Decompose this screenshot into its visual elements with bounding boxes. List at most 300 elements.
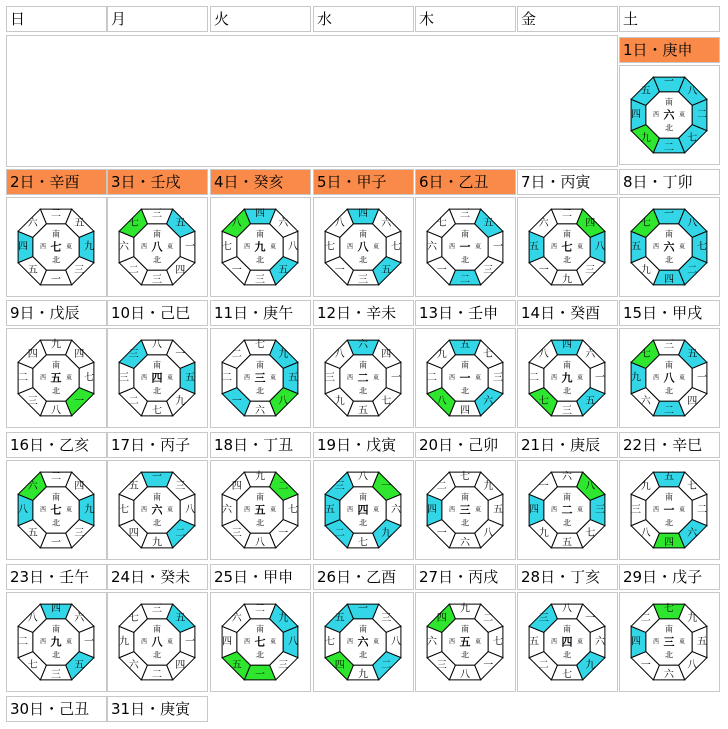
bagua-number: 六 <box>255 405 265 417</box>
direction-north: 北 <box>153 255 161 265</box>
bagua-number: 九 <box>278 349 289 361</box>
bagua-center-number: 八 <box>151 635 163 649</box>
bagua-number: 八 <box>18 504 28 516</box>
bagua-number: 五 <box>74 218 85 230</box>
bagua-number: 四 <box>460 405 470 417</box>
bagua-number: 四 <box>231 481 242 493</box>
bagua-chart <box>13 599 99 685</box>
bagua-number: 三 <box>381 613 392 625</box>
direction-west: 西 <box>448 243 456 251</box>
direction-west: 西 <box>140 506 148 514</box>
bagua-cell <box>313 592 414 692</box>
bagua-number: 八 <box>687 659 698 671</box>
bagua-number: 六 <box>427 636 437 648</box>
day-label: 14日・癸酉 <box>517 300 618 326</box>
bagua-number: 二 <box>175 527 186 539</box>
day-label: 23日・壬午 <box>6 564 107 590</box>
bagua-chart <box>626 72 712 158</box>
bagua-number: 五 <box>529 636 539 648</box>
bagua-cell <box>107 460 208 560</box>
bagua-number: 三 <box>562 405 572 417</box>
bagua-chart <box>626 599 712 685</box>
bagua-number: 六 <box>538 218 549 230</box>
bagua-number: 七 <box>119 504 129 516</box>
bagua-number: 七 <box>697 241 707 253</box>
direction-south: 南 <box>52 229 60 239</box>
bagua-number: 三 <box>325 372 335 384</box>
direction-north: 北 <box>461 255 469 265</box>
bagua-number: 二 <box>128 264 139 276</box>
direction-east: 東 <box>65 243 73 251</box>
bagua-number: 七 <box>288 504 298 516</box>
bagua-number: 九 <box>278 613 289 625</box>
bagua-chart <box>422 467 508 553</box>
bagua-number: 九 <box>84 504 94 516</box>
bagua-center-number: 一 <box>459 371 471 385</box>
bagua-number: 五 <box>231 659 242 671</box>
bagua-number: 七 <box>128 613 139 625</box>
bagua-number: 四 <box>664 274 674 286</box>
bagua-number: 三 <box>436 659 447 671</box>
bagua-chart <box>626 204 712 290</box>
bagua-number: 一 <box>436 264 447 276</box>
day-label: 28日・丁亥 <box>517 564 618 590</box>
bagua-number: 七 <box>27 659 38 671</box>
bagua-number: 八 <box>358 471 368 483</box>
day-label: 3日・壬戌 <box>107 169 208 195</box>
bagua-number: 八 <box>334 349 345 361</box>
direction-east: 東 <box>166 374 174 382</box>
bagua-number: 七 <box>538 395 549 407</box>
bagua-number: 五 <box>175 218 186 230</box>
bagua-number: 三 <box>74 264 85 276</box>
bagua-number: 四 <box>51 603 61 615</box>
bagua-number: 五 <box>664 471 674 483</box>
direction-east: 東 <box>65 374 73 382</box>
day-label: 13日・壬申 <box>415 300 516 326</box>
bagua-cell <box>313 460 414 560</box>
bagua-number: 四 <box>27 349 38 361</box>
direction-south: 南 <box>563 492 571 502</box>
bagua-center-number: 四 <box>151 371 163 385</box>
direction-north: 北 <box>256 650 264 660</box>
direction-east: 東 <box>474 506 482 514</box>
direction-north: 北 <box>359 518 367 528</box>
bagua-number: 五 <box>358 405 368 417</box>
bagua-number: 一 <box>51 274 61 286</box>
bagua-number: 九 <box>175 395 186 407</box>
direction-south: 南 <box>256 360 264 370</box>
bagua-chart <box>524 599 610 685</box>
bagua-center-number: 七 <box>561 240 573 254</box>
bagua-number: 二 <box>483 613 494 625</box>
day-label: 21日・庚辰 <box>517 432 618 458</box>
bagua-number: 四 <box>128 527 139 539</box>
bagua-cell <box>6 592 107 692</box>
bagua-number: 七 <box>255 339 265 351</box>
direction-east: 東 <box>576 506 584 514</box>
bagua-number: 九 <box>255 471 265 483</box>
bagua-chart <box>320 204 406 290</box>
bagua-number: 三 <box>128 349 139 361</box>
bagua-cell <box>415 197 516 297</box>
direction-east: 東 <box>372 638 380 646</box>
direction-south: 南 <box>52 624 60 634</box>
direction-north: 北 <box>665 123 673 133</box>
bagua-number: 五 <box>631 241 641 253</box>
bagua-chart <box>114 335 200 421</box>
direction-north: 北 <box>461 518 469 528</box>
bagua-number: 六 <box>664 669 674 681</box>
direction-west: 西 <box>550 374 558 382</box>
direction-north: 北 <box>665 518 673 528</box>
day-label: 22日・辛巳 <box>619 432 720 458</box>
bagua-number: 九 <box>640 264 651 276</box>
direction-east: 東 <box>576 374 584 382</box>
direction-east: 東 <box>269 506 277 514</box>
bagua-number: 七 <box>84 372 94 384</box>
bagua-number: 一 <box>585 613 596 625</box>
direction-south: 南 <box>52 360 60 370</box>
direction-west: 西 <box>652 506 660 514</box>
direction-north: 北 <box>52 650 60 660</box>
direction-east: 東 <box>166 638 174 646</box>
bagua-number: 七 <box>325 636 335 648</box>
direction-south: 南 <box>461 360 469 370</box>
day-label: 20日・己卯 <box>415 432 516 458</box>
bagua-number: 七 <box>391 241 401 253</box>
bagua-number: 九 <box>51 339 61 351</box>
direction-north: 北 <box>563 386 571 396</box>
day-label: 30日・己丑 <box>6 696 107 722</box>
bagua-number: 四 <box>175 659 186 671</box>
bagua-number: 二 <box>51 208 61 220</box>
direction-east: 東 <box>269 374 277 382</box>
bagua-chart <box>217 599 303 685</box>
bagua-chart <box>626 467 712 553</box>
direction-north: 北 <box>256 255 264 265</box>
bagua-number: 六 <box>358 339 368 351</box>
direction-south: 南 <box>461 492 469 502</box>
direction-west: 西 <box>448 506 456 514</box>
bagua-number: 二 <box>278 481 289 493</box>
bagua-center-number: 六 <box>663 108 675 122</box>
bagua-number: 七 <box>436 218 447 230</box>
direction-north: 北 <box>359 650 367 660</box>
bagua-number: 二 <box>18 636 28 648</box>
bagua-chart <box>524 467 610 553</box>
bagua-center-number: 二 <box>357 371 369 385</box>
bagua-number: 七 <box>222 241 232 253</box>
bagua-number: 二 <box>334 527 345 539</box>
direction-west: 西 <box>140 638 148 646</box>
direction-south: 南 <box>665 229 673 239</box>
bagua-number: 六 <box>460 537 470 549</box>
bagua-center-number: 三 <box>663 635 675 649</box>
bagua-number: 七 <box>460 471 470 483</box>
bagua-cell <box>107 197 208 297</box>
weekday-header-6: 土 <box>619 6 720 32</box>
bagua-number: 二 <box>18 372 28 384</box>
bagua-number: 一 <box>493 241 503 253</box>
bagua-center-number: 五 <box>50 371 62 385</box>
bagua-number: 五 <box>278 264 289 276</box>
bagua-number: 八 <box>640 527 651 539</box>
direction-east: 東 <box>474 374 482 382</box>
bagua-center-number: 六 <box>663 240 675 254</box>
bagua-number: 二 <box>152 669 162 681</box>
bagua-number: 二 <box>381 659 392 671</box>
bagua-number: 一 <box>185 636 195 648</box>
bagua-number: 三 <box>595 504 605 516</box>
bagua-number: 一 <box>74 395 85 407</box>
bagua-number: 八 <box>595 241 605 253</box>
direction-north: 北 <box>153 518 161 528</box>
bagua-number: 八 <box>391 636 401 648</box>
bagua-cell <box>619 328 720 428</box>
day-label: 24日・癸未 <box>107 564 208 590</box>
bagua-number: 六 <box>427 241 437 253</box>
bagua-number: 九 <box>585 659 596 671</box>
bagua-number: 四 <box>334 659 345 671</box>
bagua-chart <box>320 467 406 553</box>
bagua-number: 七 <box>687 132 698 144</box>
bagua-number: 一 <box>595 372 605 384</box>
direction-south: 南 <box>256 492 264 502</box>
bagua-number: 一 <box>51 537 61 549</box>
direction-west: 西 <box>243 506 251 514</box>
bagua-number: 九 <box>640 132 651 144</box>
bagua-number: 四 <box>436 613 447 625</box>
bagua-number: 二 <box>128 395 139 407</box>
day-label: 31日・庚寅 <box>107 696 208 722</box>
bagua-number: 六 <box>585 349 596 361</box>
bagua-number: 三 <box>51 669 61 681</box>
bagua-number: 七 <box>381 395 392 407</box>
bagua-number: 六 <box>222 504 232 516</box>
direction-east: 東 <box>65 638 73 646</box>
bagua-number: 四 <box>631 636 641 648</box>
bagua-number: 三 <box>334 481 345 493</box>
bagua-number: 四 <box>427 504 437 516</box>
day-label: 2日・辛酉 <box>6 169 107 195</box>
direction-east: 東 <box>678 243 686 251</box>
direction-south: 南 <box>461 624 469 634</box>
direction-north: 北 <box>52 255 60 265</box>
bagua-number: 一 <box>278 527 289 539</box>
bagua-number: 二 <box>222 372 232 384</box>
bagua-chart <box>13 335 99 421</box>
bagua-center-number: 三 <box>459 503 471 517</box>
bagua-number: 一 <box>84 636 94 648</box>
day-label: 11日・庚午 <box>210 300 311 326</box>
bagua-number: 一 <box>152 471 162 483</box>
bagua-number: 六 <box>231 613 242 625</box>
bagua-number: 二 <box>255 603 265 615</box>
direction-north: 北 <box>461 386 469 396</box>
direction-south: 南 <box>153 360 161 370</box>
direction-north: 北 <box>359 386 367 396</box>
direction-east: 東 <box>678 638 686 646</box>
bagua-number: 六 <box>562 471 572 483</box>
bagua-center-number: 七 <box>50 240 62 254</box>
bagua-number: 四 <box>358 208 368 220</box>
bagua-chart <box>320 599 406 685</box>
day-label: 4日・癸亥 <box>210 169 311 195</box>
bagua-number: 八 <box>185 504 195 516</box>
direction-west: 西 <box>346 506 354 514</box>
bagua-center-number: 四 <box>357 503 369 517</box>
bagua-number: 六 <box>278 218 289 230</box>
bagua-number: 五 <box>585 395 596 407</box>
day-label: 16日・乙亥 <box>6 432 107 458</box>
bagua-number: 三 <box>631 504 641 516</box>
bagua-number: 五 <box>185 372 195 384</box>
bagua-number: 一 <box>538 264 549 276</box>
bagua-number: 七 <box>640 218 651 230</box>
bagua-cell <box>517 328 618 428</box>
bagua-number: 六 <box>74 613 85 625</box>
bagua-cell <box>6 197 107 297</box>
direction-west: 西 <box>448 638 456 646</box>
direction-west: 西 <box>652 111 660 119</box>
bagua-cell <box>619 65 720 165</box>
bagua-center-number: 一 <box>459 240 471 254</box>
bagua-number: 四 <box>74 481 85 493</box>
bagua-number: 三 <box>278 659 289 671</box>
direction-east: 東 <box>576 638 584 646</box>
direction-west: 西 <box>140 374 148 382</box>
direction-south: 南 <box>563 624 571 634</box>
direction-east: 東 <box>372 243 380 251</box>
direction-south: 南 <box>563 229 571 239</box>
direction-west: 西 <box>346 638 354 646</box>
bagua-number: 九 <box>687 613 698 625</box>
day-label: 25日・甲申 <box>210 564 311 590</box>
bagua-number: 一 <box>640 659 651 671</box>
bagua-number: 二 <box>562 208 572 220</box>
bagua-number: 二 <box>664 405 674 417</box>
direction-north: 北 <box>52 518 60 528</box>
bagua-center-number: 一 <box>663 503 675 517</box>
bagua-center-number: 九 <box>561 371 573 385</box>
direction-east: 東 <box>166 506 174 514</box>
weekday-header-5: 金 <box>517 6 618 32</box>
bagua-number: 五 <box>288 372 298 384</box>
direction-south: 南 <box>359 360 367 370</box>
bagua-chart <box>114 204 200 290</box>
bagua-cell <box>313 197 414 297</box>
bagua-number: 四 <box>381 349 392 361</box>
bagua-number: 九 <box>640 481 651 493</box>
bagua-number: 一 <box>334 264 345 276</box>
day-label: 8日・丁卯 <box>619 169 720 195</box>
bagua-number: 二 <box>664 142 674 154</box>
bagua-cell <box>6 328 107 428</box>
direction-north: 北 <box>665 255 673 265</box>
bagua-number: 五 <box>562 537 572 549</box>
bagua-number: 五 <box>697 636 707 648</box>
direction-south: 南 <box>563 360 571 370</box>
bagua-number: 七 <box>664 603 674 615</box>
day-label: 29日・戊子 <box>619 564 720 590</box>
bagua-number: 九 <box>358 669 368 681</box>
direction-east: 東 <box>678 374 686 382</box>
bagua-number: 六 <box>128 659 139 671</box>
bagua-center-number: 八 <box>357 240 369 254</box>
bagua-number: 五 <box>128 481 139 493</box>
bagua-number: 三 <box>664 339 674 351</box>
day-label: 7日・丙寅 <box>517 169 618 195</box>
direction-south: 南 <box>256 229 264 239</box>
day-label: 19日・戊寅 <box>313 432 414 458</box>
bagua-number: 二 <box>529 372 539 384</box>
bagua-number: 六 <box>640 395 651 407</box>
bagua-center-number: 四 <box>561 635 573 649</box>
bagua-number: 一 <box>255 669 265 681</box>
bagua-number: 二 <box>460 274 470 286</box>
direction-west: 西 <box>243 638 251 646</box>
bagua-cell <box>415 460 516 560</box>
weekday-header-3: 水 <box>313 6 414 32</box>
bagua-cell <box>210 592 311 692</box>
bagua-number: 七 <box>493 636 503 648</box>
direction-west: 西 <box>39 374 47 382</box>
bagua-number: 七 <box>687 481 698 493</box>
direction-east: 東 <box>372 506 380 514</box>
bagua-number: 一 <box>358 603 368 615</box>
empty-leading-cells <box>6 35 618 167</box>
bagua-number: 六 <box>119 241 129 253</box>
bagua-number: 八 <box>255 537 265 549</box>
bagua-number: 八 <box>585 481 596 493</box>
direction-south: 南 <box>153 624 161 634</box>
bagua-number: 四 <box>255 208 265 220</box>
bagua-number: 七 <box>128 218 139 230</box>
bagua-number: 四 <box>687 395 698 407</box>
bagua-number: 二 <box>640 613 651 625</box>
direction-north: 北 <box>563 518 571 528</box>
bagua-number: 八 <box>288 241 298 253</box>
bagua-center-number: 五 <box>459 635 471 649</box>
bagua-center-number: 九 <box>50 635 62 649</box>
bagua-cell <box>6 460 107 560</box>
bagua-number: 三 <box>152 208 162 220</box>
bagua-number: 三 <box>255 274 265 286</box>
bagua-cell <box>517 592 618 692</box>
direction-west: 西 <box>550 243 558 251</box>
bagua-number: 四 <box>562 339 572 351</box>
bagua-number: 一 <box>185 241 195 253</box>
bagua-number: 九 <box>334 395 345 407</box>
bagua-chart <box>422 204 508 290</box>
bagua-number: 一 <box>664 76 674 88</box>
bagua-number: 七 <box>483 349 494 361</box>
direction-east: 東 <box>474 243 482 251</box>
bagua-number: 四 <box>631 109 641 121</box>
direction-west: 西 <box>243 243 251 251</box>
direction-east: 東 <box>372 374 380 382</box>
bagua-number: 五 <box>27 264 38 276</box>
bagua-number: 八 <box>51 405 61 417</box>
direction-west: 西 <box>652 374 660 382</box>
bagua-number: 五 <box>460 339 470 351</box>
direction-north: 北 <box>563 255 571 265</box>
bagua-number: 一 <box>697 372 707 384</box>
bagua-number: 一 <box>538 481 549 493</box>
day-label: 12日・辛未 <box>313 300 414 326</box>
bagua-number: 五 <box>175 613 186 625</box>
